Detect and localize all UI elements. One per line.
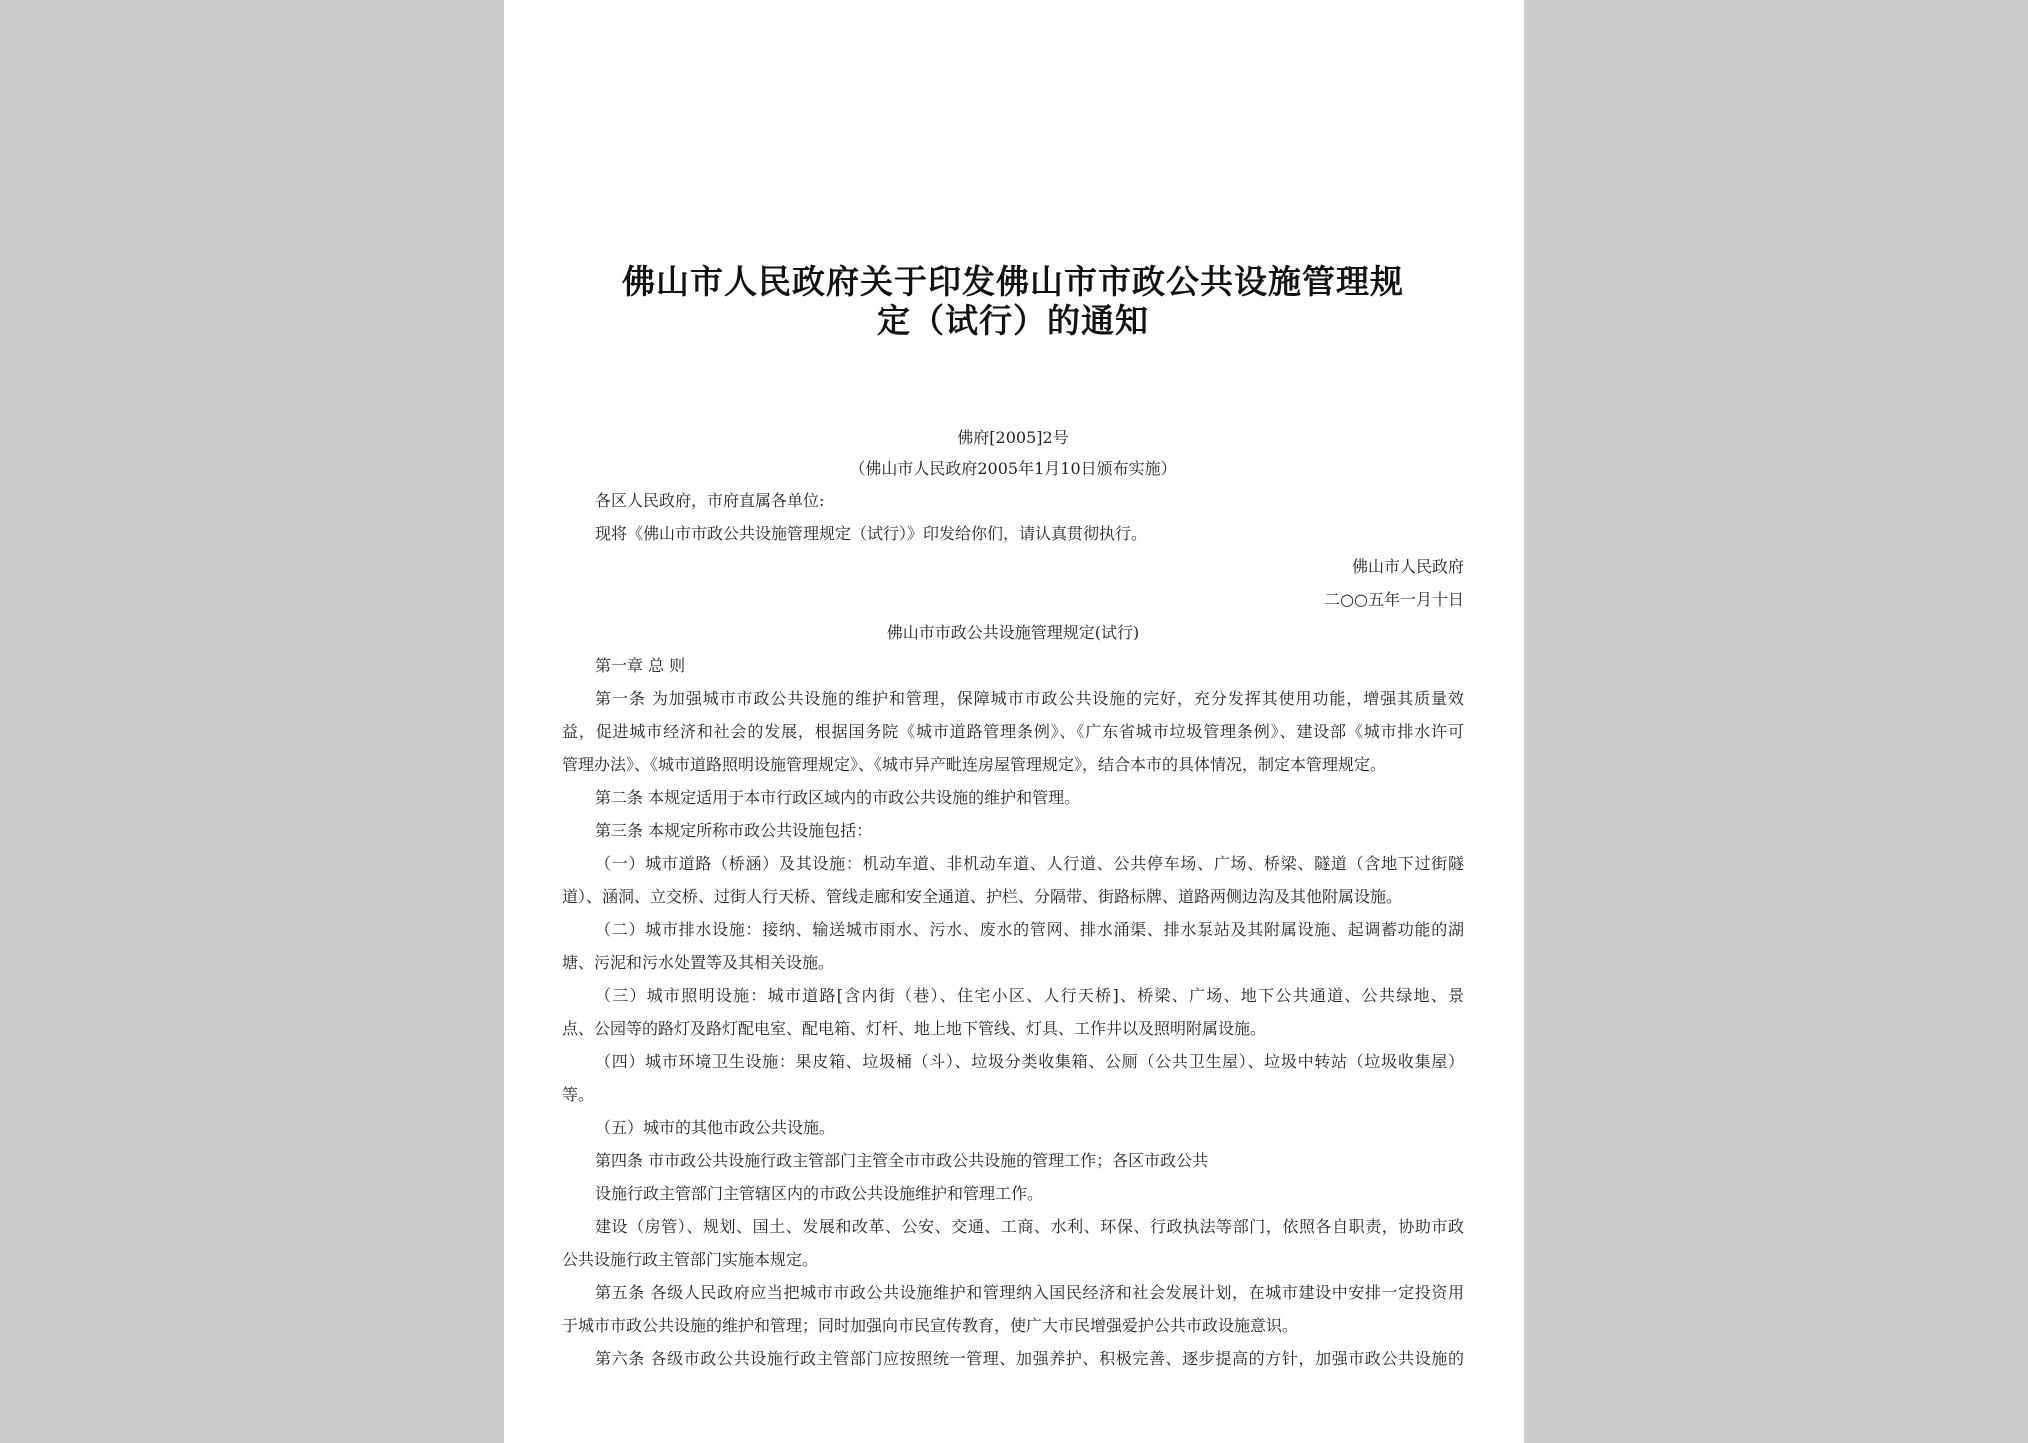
text-line: （二）城市排水设施：接纳、输送城市雨水、污水、废水的管网、排水涌渠、排水泵站及其附属设施、起调蓄功能的湖 (595, 920, 1464, 939)
text-line: 等。 (562, 1085, 595, 1104)
text-line: 塘、污泥和污水处置等及其相关设施。 (562, 953, 835, 972)
text-line: 第四条 市市政公共设施行政主管部门主管全市市政公共设施的管理工作；各区市政公共 (595, 1151, 1209, 1170)
regulation-title: 佛山市市政公共设施管理规定(试行) (886, 623, 1140, 642)
text-line: 于城市市政公共设施的维护和管理；同时加强向市民宣传教育，使广大市民增强爱护公共市政设施意识。 (562, 1316, 1299, 1335)
signature-org: 佛山市人民政府 (1351, 557, 1464, 576)
salutation: 各区人民政府，市府直属各单位: (595, 491, 825, 510)
text-line: （三）城市照明设施：城市道路[含内街（巷）、住宅小区、人行天桥]、桥梁、广场、地下公共通道、公共绿地、景 (595, 986, 1464, 1005)
text-line: 第一条 为加强城市市政公共设施的维护和管理，保障城市市政公共设施的完好，充分发挥其使用功能，增强其质量效 (595, 689, 1464, 708)
title-line-1: 佛山市人民政府关于印发佛山市市政公共设施管理规 (622, 262, 1404, 301)
text-line: 点、公园等的路灯及路灯配电室、配电箱、灯杆、地上地下管线、灯具、工作井以及照明附属设施。 (562, 1019, 1267, 1038)
document-page (504, 0, 1524, 1443)
title-line-2: 定（试行）的通知 (877, 301, 1149, 340)
issue-note: （佛山市人民政府2005年1月10日颁布实施） (849, 459, 1177, 478)
chapter-heading: 第一章 总 则 (595, 656, 686, 675)
text-line: 益，促进城市经济和社会的发展，根据国务院《城市道路管理条例》、《广东省城市垃圾管理条例》、建设部《城市排水许可 (562, 722, 1464, 741)
text-line: 第六条 各级市政公共设施行政主管部门应按照统一管理、加强养护、积极完善、逐步提高的方针，加强市政公共设施的 (595, 1349, 1464, 1368)
text-line: （五）城市的其他市政公共设施。 (595, 1118, 836, 1137)
signature-date: 二○○五年一月十日 (1324, 590, 1464, 609)
intro-paragraph: 现将《佛山市市政公共设施管理规定（试行）》印发给你们，请认真贯彻执行。 (595, 524, 1148, 543)
text-line: （四）城市环境卫生设施：果皮箱、垃圾桶（斗）、垃圾分类收集箱、公厕（公共卫生屋）、垃圾中转站（垃圾收集屋） (595, 1052, 1464, 1071)
text-line: 第五条 各级人民政府应当把城市市政公共设施维护和管理纳入国民经济和社会发展计划，在城市建设中安排一定投资用 (595, 1283, 1464, 1302)
document-title (562, 262, 1464, 340)
document-body (562, 421, 1464, 1375)
doc-number: 佛府[2005]2号 (957, 428, 1069, 447)
text-line: 设施行政主管部门主管辖区内的市政公共设施维护和管理工作。 (595, 1184, 1044, 1203)
text-line: 公共设施行政主管部门实施本规定。 (562, 1250, 819, 1269)
text-line: 建设（房管）、规划、国土、发展和改革、公安、交通、工商、水利、环保、行政执法等部门，依照各自职责，协助市政 (595, 1217, 1464, 1236)
text-line: 第二条 本规定适用于本市行政区域内的市政公共设施的维护和管理。 (595, 788, 1081, 807)
text-line: 第三条 本规定所称市政公共设施包括： (595, 821, 873, 840)
text-line: 管理办法》、《城市道路照明设施管理规定》、《城市异产毗连房屋管理规定》，结合本市的具体情况，制定本管理规定。 (562, 755, 1387, 774)
text-line: 道）、涵洞、立交桥、过街人行天桥、管线走廊和安全通道、护栏、分隔带、街路标牌、道路两侧边沟及其他附属设施。 (562, 887, 1403, 906)
text-line: （一）城市道路（桥涵）及其设施：机动车道、非机动车道、人行道、公共停车场、广场、桥梁、隧道（含地下过街隧 (595, 854, 1464, 873)
